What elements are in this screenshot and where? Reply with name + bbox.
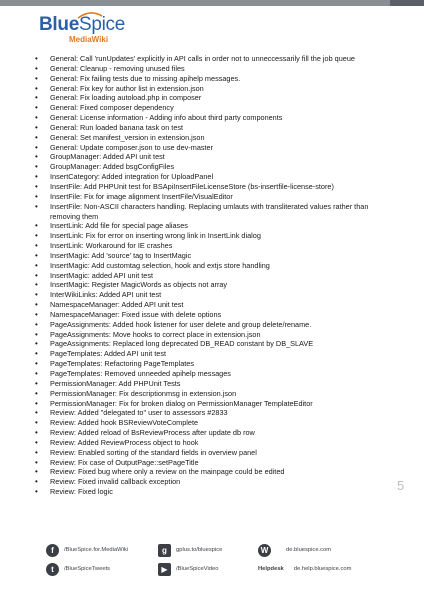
list-item: • InsertLink: Fix for error on inserting wrong link in InsertLink dialog	[24, 231, 384, 241]
list-item: • GroupManager: Added API unit test	[24, 152, 384, 162]
list-item: • PermissionManager: Fix descriptionmsg in extension.json	[24, 389, 384, 399]
list-item: • PageAssignments: Added hook listener for user delete and group delete/rename.	[24, 320, 384, 330]
list-item: • General: Run loaded banana task on test	[24, 123, 384, 133]
list-item: • InterWikiLinks: Added API unit test	[24, 290, 384, 300]
list-item: • General: License information - Adding info about third party components	[24, 113, 384, 123]
footer-facebook[interactable]	[46, 543, 128, 557]
list-item: • PageTemplates: Removed unneeded apihelp messages	[24, 369, 384, 379]
facebook-icon: f	[46, 544, 59, 557]
top-bar-accent	[390, 0, 424, 6]
list-item: • General: Fix loading autoload.php in composer	[24, 93, 384, 103]
list-item: • PermissionManager: Fix for broken dialog on PermissionManager TemplateEditor	[24, 399, 384, 409]
twitter-icon: t	[46, 563, 59, 576]
logo-subtitle: MediaWiki	[69, 35, 109, 44]
list-item: • InsertFile: Fix for image alignment InsertFile/VisualEditor	[24, 192, 384, 202]
list-item: • Review: Enabled sorting of the standard fields in overview panel	[24, 448, 384, 458]
list-item: • General: Set manifest_version in extension.json	[24, 133, 384, 143]
list-item: • PageAssignments: Move hooks to correct place in extension.json	[24, 330, 384, 340]
bluespice-logo	[39, 14, 129, 44]
footer-helpdesk[interactable]	[258, 562, 351, 576]
facebook-link[interactable]: /BlueSpice.for.MediaWiki	[64, 547, 129, 553]
list-item: • General: Fix key for author list in extension.json	[24, 84, 384, 94]
list-item: • Review: Fixed bug where only a review on the mainpage could be edited	[24, 467, 384, 477]
list-item: • Review: Added hook BSReviewVoteComplete	[24, 418, 384, 428]
list-item: • General: Cleanup - removing unused files	[24, 64, 384, 74]
website-link[interactable]: de.bluespice.com	[286, 547, 332, 553]
gplus-link[interactable]: gplus.to/bluespice	[176, 547, 223, 553]
list-item: • InsertMagic: Add 'source' tag to InsertMagic	[24, 251, 384, 261]
list-item: • General: Update composer.json to use dev-master	[24, 143, 384, 153]
wordpress-icon: W	[258, 544, 271, 557]
footer-twitter[interactable]	[46, 562, 110, 576]
footer-youtube[interactable]	[158, 562, 218, 576]
twitter-link[interactable]: /BlueSpiceTweets	[64, 566, 111, 572]
list-item: • PageTemplates: Refactoring PageTemplates	[24, 359, 384, 369]
list-item: • General: Fixed composer dependency	[24, 103, 384, 113]
list-item: • PageAssignments: Replaced long deprecated DB_READ constant by DB_SLAVE	[24, 339, 384, 349]
list-item: • Review: Fix case of OutputPage::setPageTitle	[24, 458, 384, 468]
list-item: • Review: Added reload of BsReviewProcess after update db row	[24, 428, 384, 438]
list-item: • InsertFile: Non-ASCII characters handling. Replacing umlauts with transliterated values rather than removing them	[24, 202, 384, 222]
list-item: • GroupManager: Added bsgConfigFiles	[24, 162, 384, 172]
logo-brand-spice: Spice	[78, 14, 126, 35]
changelog-list	[24, 54, 384, 497]
page-number: 5	[397, 478, 405, 493]
list-item: • General: Fix failing tests due to missing apihelp messages.	[24, 74, 384, 84]
list-item: • NamespaceManager: Fixed issue with delete options	[24, 310, 384, 320]
list-item: • InsertMagic: added API unit test	[24, 271, 384, 281]
google-plus-icon: g	[158, 544, 171, 557]
footer	[0, 534, 424, 600]
list-item: • General: Call 'runUpdates' explicitly in API calls in order not to unneccessarily fill the job queue	[24, 54, 384, 64]
list-item: • PageTemplates: Added API unit test	[24, 349, 384, 359]
logo-brand	[39, 14, 125, 36]
youtube-icon: ▶	[158, 563, 171, 576]
top-bar	[0, 0, 424, 6]
helpdesk-label: Helpdesk	[258, 566, 284, 572]
helpdesk-link[interactable]: de.help.bluespice.com	[293, 566, 352, 572]
list-item: • PermissionManager: Add PHPUnit Tests	[24, 379, 384, 389]
footer-wordpress[interactable]	[258, 543, 331, 557]
list-item: • Review: Fixed invalid callback exception	[24, 477, 384, 487]
list-item: • InsertLink: Add file for special page aliases	[24, 221, 384, 231]
list-item: • InsertMagic: Add customtag selection, hook and extjs store handling	[24, 261, 384, 271]
list-item: • InsertMagic: Register MagicWords as objects not array	[24, 280, 384, 290]
youtube-link[interactable]: /BlueSpiceVideo	[176, 566, 219, 572]
list-item: • Review: Added "delegated to" user to assessors #2833	[24, 408, 384, 418]
list-item: • NamespaceManager: Added API unit test	[24, 300, 384, 310]
list-item: • InsertCategory: Added integration for UploadPanel	[24, 172, 384, 182]
footer-gplus[interactable]	[158, 543, 222, 557]
list-item: • InsertFile: Add PHPUnit test for BSApiInsertFileLicenseStore (bs-insertfile-license-store)	[24, 182, 384, 192]
logo-brand-blue: Blue	[39, 14, 79, 35]
list-item: • Review: Added ReviewProcess object to hook	[24, 438, 384, 448]
list-item: • Review: Fixed logic	[24, 487, 384, 497]
list-item: • InsertLink: Workaround for IE crashes	[24, 241, 384, 251]
